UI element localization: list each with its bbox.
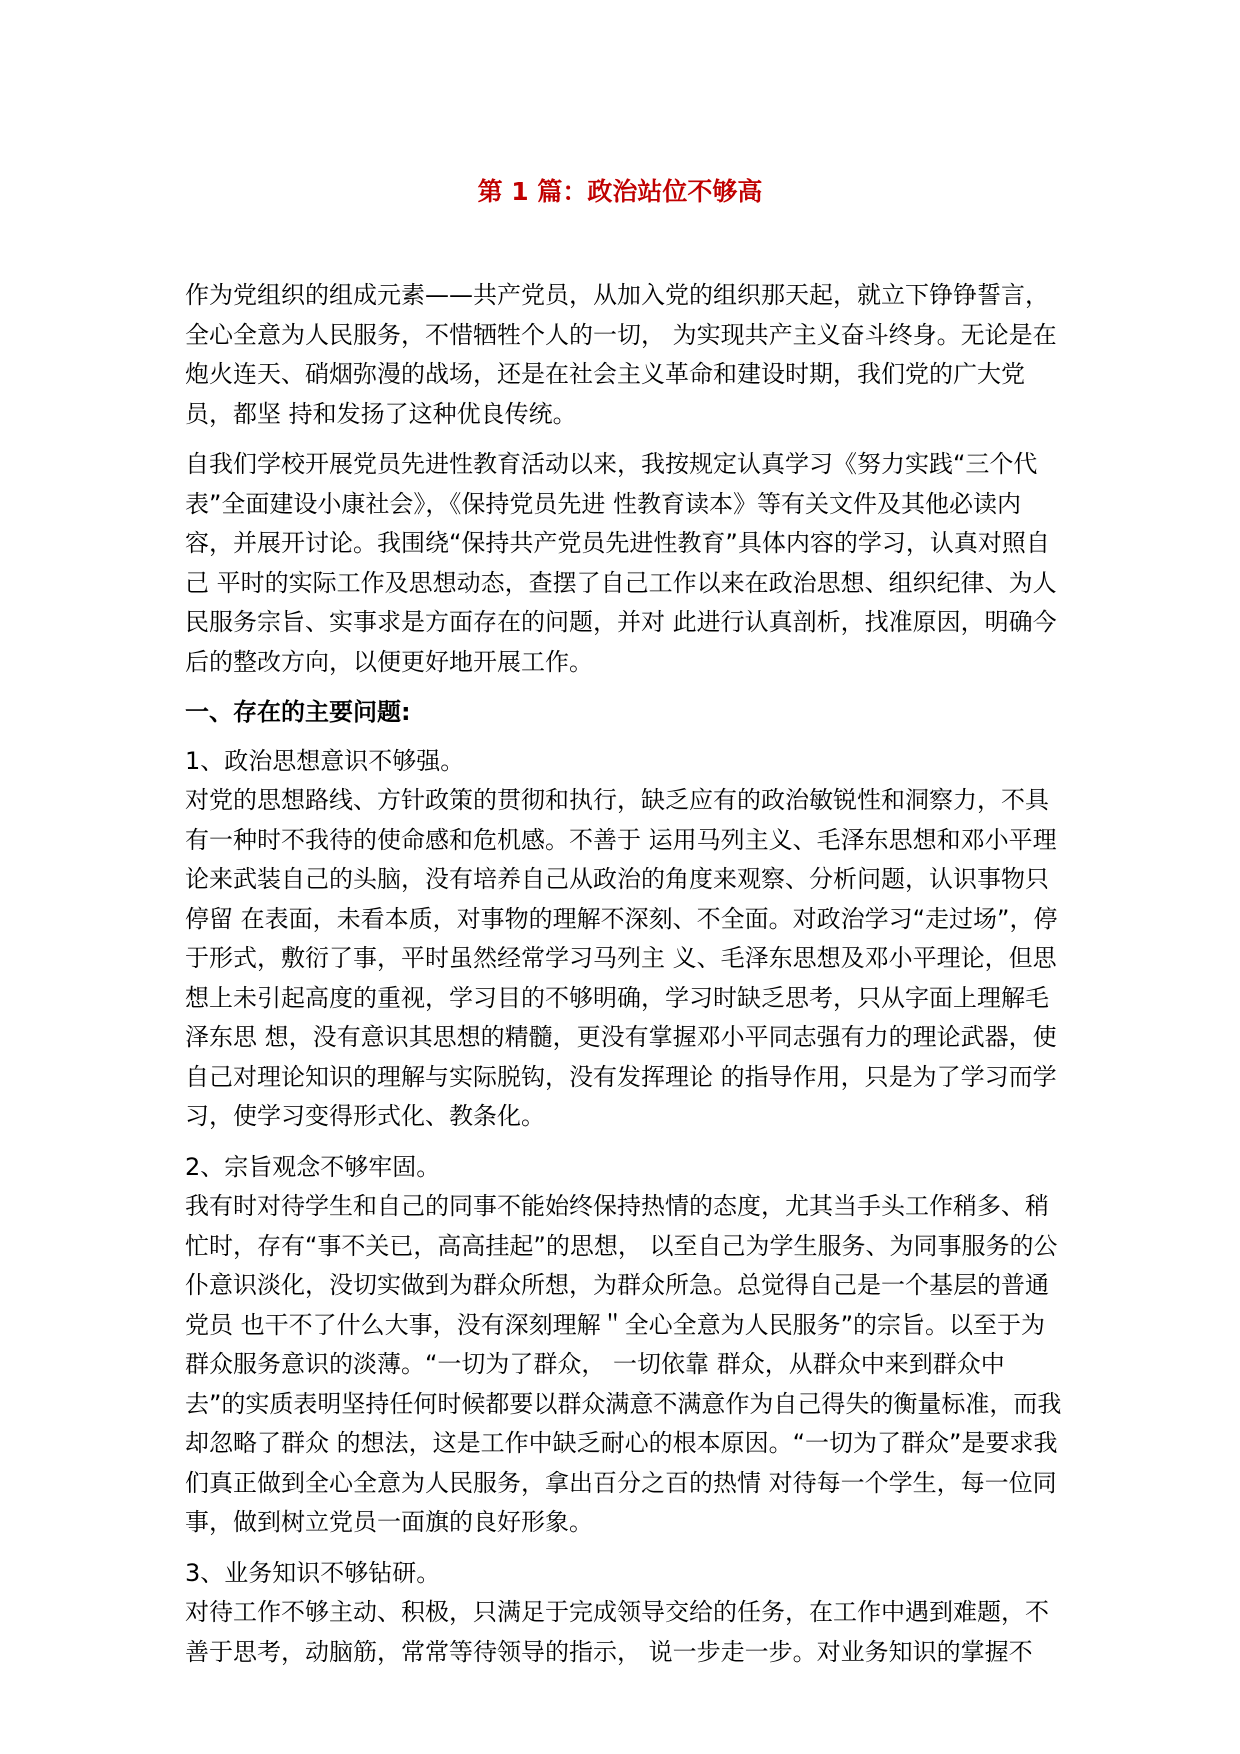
subheading-1: 1、政治思想意识不够强。 [185,746,465,775]
intro-paragraph-2: 自我们学校开展党员先进性教育活动以来，我按规定认真学习《努力实践“三个代表”全面建设小康社会》，《保持党员先进 性教育读本》等有关文件及其他必读内容，并展开讨论。我围绕“保持共产党员先进性教育”具体内容的学习，认真对照自己 平时的实际工作及思想动态，查摆了自己工作以来在政治思想、组织纪律、为人民服务宗旨、实事求是方面存在的问题，并对 此进行认真剖析，找准原因，明确今后的整改方向，以便更好地开展工作。 [185,450,1057,676]
intro-paragraph-1: 作为党组织的组成元素——共产党员，从加入党的组织那天起，就立下铮铮誓言，全心全意为人民服务，不惜牺牲个人的一切， 为实现共产主义奋斗终身。无论是在炮火连天、硝烟弥漫的战场，还是在社会主义革命和建设时期，我们党的广大党员，都坚 持和发扬了这种优良传统。 [185,281,1057,428]
body-paragraph-3: 对待工作不够主动、积极，只满足于完成领导交给的任务，在工作中遇到难题，不善于思考，动脑筋，常常等待领导的指示， 说一步走一步。对业务知识的掌握不 [185,1598,1049,1666]
body-paragraph-1: 对党的思想路线、方针政策的贯彻和执行，缺乏应有的政治敏锐性和洞察力，不具有一种时不我待的使命感和危机感。不善于 运用马列主义、毛泽东思想和邓小平理论来武装自己的头脑，没有培养自己从政治的角度来观察、分析问题，认识事物只停留 在表面，未看本质，对事物的理解不深刻、不全面。对政治学习“走过场”，停于形式，敷衍了事，平时虽然经常学习马列主 义、毛泽东思想及邓小平理论，但思想上未引起高度的重视，学习目的不够明确，学习时缺乏思考，只从字面上理解毛泽东思 想，没有意识其思想的精髓，更没有掌握邓小平同志强有力的理论武器，使自己对理论知识的理解与实际脱钩，没有发挥理论 的指导作用，只是为了学习而学习，使学习变得形式化、教条化。 [185,786,1058,1130]
document-title: 第 1 篇：政治站位不够高 [477,177,763,206]
subheading-3: 3、业务知识不够钻研。 [185,1558,441,1587]
body-paragraph-2: 我有时对待学生和自己的同事不能始终保持热情的态度，尤其当手头工作稍多、稍忙时，存有“事不关已，高高挂起”的思想， 以至自己为学生服务、为同事服务的公仆意识淡化，没切实做到为群众所想，为群众所急。总觉得自己是一个基层的普通党员 也干不了什么大事，没有深刻理解＂全心全意为人民服务”的宗旨。以至于为群众服务意识的淡薄。“一切为了群众， 一切依靠 群众，从群众中来到群众中去”的实质表明坚持任何时候都要以群众满意不满意作为自己得失的衡量标准，而我却忽略了群众 的想法，这是工作中缺乏耐心的根本原因。“一切为了群众”是要求我们真正做到全心全意为人民服务，拿出百分之百的热情 对待每一个学生，每一位同事，做到树立党员一面旗的良好形象。 [185,1192,1062,1536]
subheading-2: 2、宗旨观念不够牢固。 [185,1152,441,1181]
section-heading: 一、存在的主要问题: [185,698,411,726]
document-body [185,276,1065,1672]
